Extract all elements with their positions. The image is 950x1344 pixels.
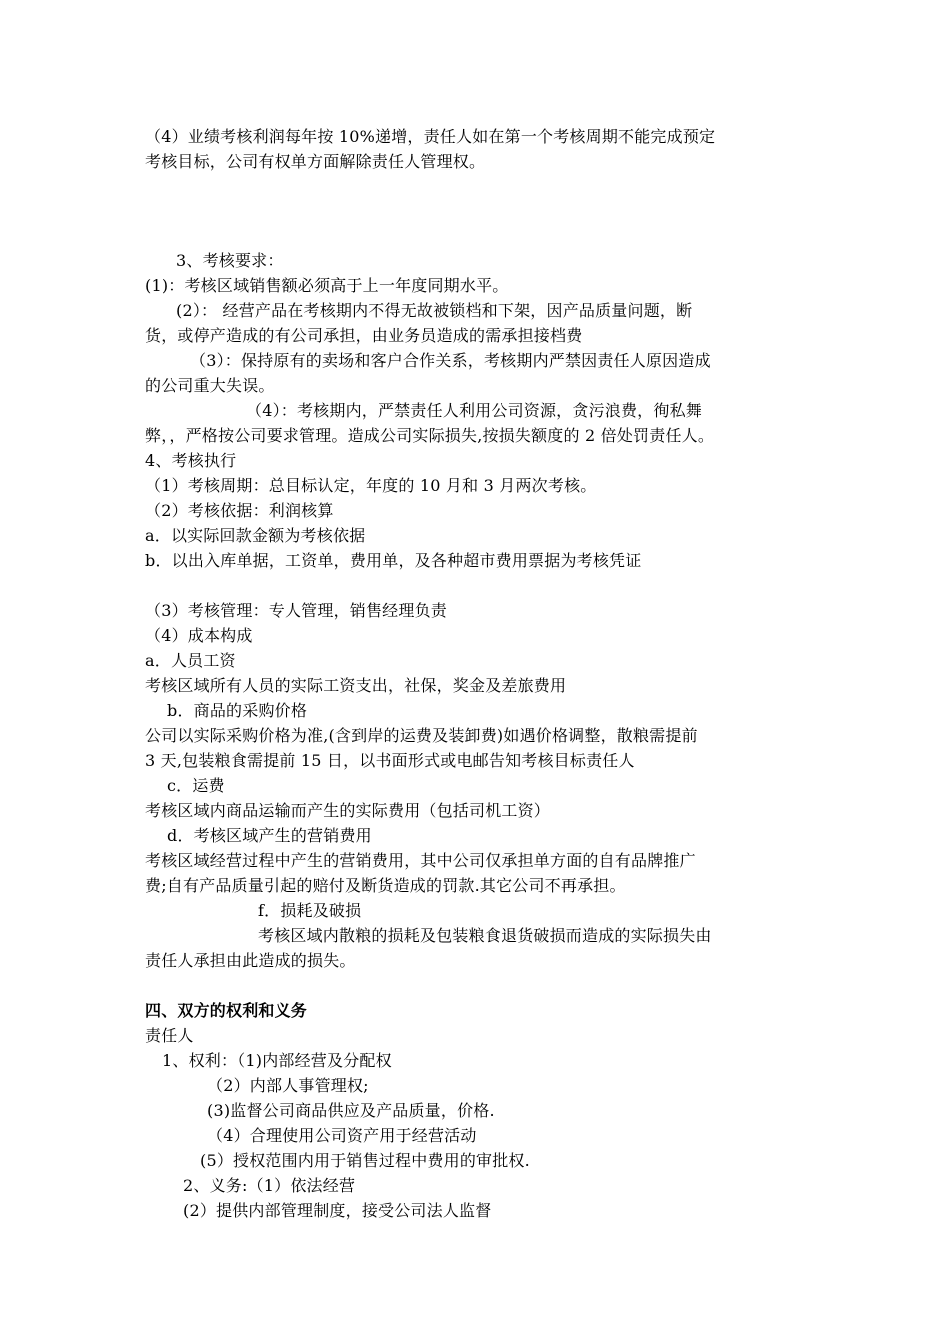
text-line: 公司以实际采购价格为准,(含到岸的运费及装卸费)如遇价格调整，散粮需提前 [145, 726, 698, 745]
text-line: （3）：保持原有的卖场和客户合作关系，考核期内严禁因责任人原因造成 [190, 351, 711, 370]
text-line: 1、权利：（1)内部经营及分配权 [162, 1051, 392, 1070]
text-line: 2、义务:（1）依法经营 [183, 1176, 356, 1195]
section-heading: 3、考核要求： [176, 251, 284, 270]
text-line: (2）： 经营产品在考核期内不得无故被锁档和下架，因产品质量问题，断 [176, 301, 693, 320]
section-heading: 4、考核执行 [145, 451, 237, 470]
text-line: （3）考核管理：专人管理，销售经理负责 [145, 601, 447, 620]
text-line: （4）成本构成 [145, 626, 253, 645]
text-line: 考核目标，公司有权单方面解除责任人管理权。 [145, 152, 486, 171]
text-line: 考核区域内散粮的损耗及包装粮食退货破损而造成的实际损失由 [258, 926, 712, 945]
text-line: (5）授权范围内用于销售过程中费用的审批权. [200, 1151, 530, 1170]
text-line: 3 天,包装粮食需提前 15 日，以书面形式或电邮告知考核目标责任人 [145, 751, 635, 770]
text-line: c．运费 [167, 776, 225, 795]
text-line: b．商品的采购价格 [167, 701, 308, 720]
text-line: (2）提供内部管理制度，接受公司法人监督 [183, 1201, 492, 1220]
text-line: 费;自有产品质量引起的赔付及断货造成的罚款.其它公司不再承担。 [145, 876, 626, 895]
text-line: 考核区域经营过程中产生的营销费用，其中公司仅承担单方面的自有品牌推广 [145, 851, 696, 870]
text-line: （4）合理使用公司资产用于经营活动 [207, 1126, 477, 1145]
text-line: 考核区域内商品运输而产生的实际费用（包括司机工资） [145, 801, 551, 820]
text-line: (1)：考核区域销售额必须高于上一年度同期水平。 [145, 276, 509, 295]
text-line: 货，或停产造成的有公司承担，由业务员造成的需承担接档费 [145, 326, 583, 345]
text-line: （4）业绩考核利润每年按 10%递增，责任人如在第一个考核周期不能完成预定 [145, 127, 716, 146]
text-line: （4）：考核期内，严禁责任人利用公司资源，贪污浪费，徇私舞 [246, 401, 702, 420]
text-line: f．损耗及破损 [258, 901, 362, 920]
text-line: 责任人 [145, 1026, 194, 1045]
text-line: a．以实际回款金额为考核依据 [145, 526, 366, 545]
text-line: (3)监督公司商品供应及产品质量，价格. [207, 1101, 495, 1120]
text-line: （2）考核依据：利润核算 [145, 501, 334, 520]
text-line: 的公司重大失误。 [145, 376, 275, 395]
section-heading: 四、双方的权利和义务 [145, 1001, 308, 1020]
text-line: 弊，，严格按公司要求管理。造成公司实际损失,按损失额度的 2 倍处罚责任人。 [145, 426, 715, 445]
text-line: 责任人承担由此造成的损失。 [145, 951, 356, 970]
text-line: d．考核区域产生的营销费用 [167, 826, 372, 845]
text-line: （2）内部人事管理权; [207, 1076, 369, 1095]
text-line: 考核区域所有人员的实际工资支出，社保，奖金及差旅费用 [145, 676, 567, 695]
text-line: b．以出入库单据，工资单，费用单，及各种超市费用票据为考核凭证 [145, 551, 642, 570]
text-line: a．人员工资 [145, 651, 236, 670]
text-line: （1）考核周期：总目标认定，年度的 10 月和 3 月两次考核。 [145, 476, 597, 495]
